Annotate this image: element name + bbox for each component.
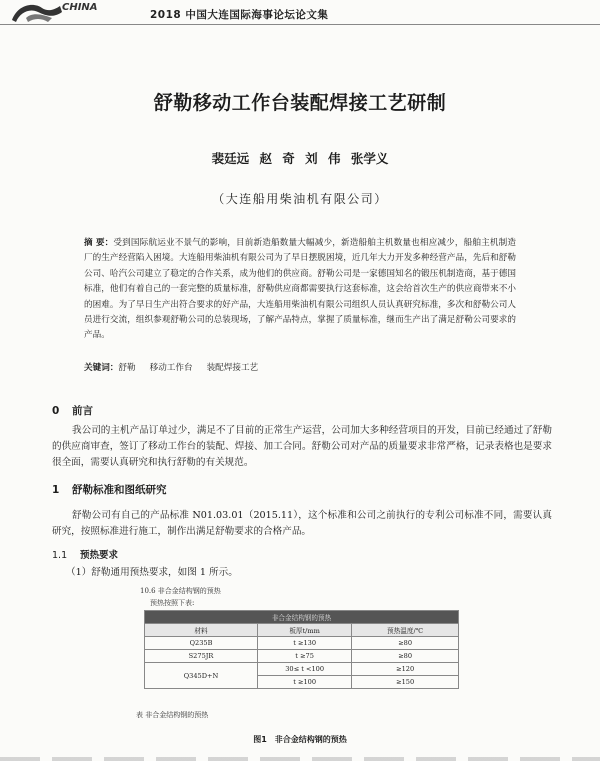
- section-heading-1-1: [52, 547, 118, 561]
- figure-note: 表 非合金结构钢的预热: [136, 711, 209, 719]
- keywords: [84, 361, 516, 373]
- table-cell: Q345D+N: [145, 663, 258, 689]
- table-cell: t ≥130: [258, 637, 352, 650]
- keyword: 装配焊接工艺: [206, 363, 259, 373]
- paper-title: 舒勒移动工作台装配焊接工艺研制: [153, 92, 447, 114]
- author: 张学义: [350, 151, 389, 166]
- section-number: 0: [52, 405, 60, 417]
- header-divider: [0, 24, 600, 25]
- section-heading-0: [52, 403, 93, 418]
- table-cell: Q235B: [145, 637, 258, 650]
- abstract-label: 摘 要：: [84, 238, 114, 248]
- table-cell: ≥80: [352, 637, 459, 650]
- author: 裴廷远: [211, 151, 250, 166]
- figure-caption-line: 预热按照下表:: [150, 599, 195, 607]
- section-text-1: 舒勒公司有自己的产品标准 N01.03.01（2015.11），这个标准和公司之前执行的专利公司标准不同，需要认真研究，按照标准进行施工，制作出满足舒勒要求的合格产品。: [52, 510, 552, 537]
- author: 赵 奇: [259, 151, 295, 166]
- table-row: [145, 650, 459, 663]
- keyword: 舒勒: [118, 363, 136, 373]
- logo-text: CHINA: [62, 2, 98, 13]
- column-header: 材料: [145, 624, 258, 637]
- section-title: 预热要求: [80, 550, 119, 561]
- table-row: [145, 637, 459, 650]
- author: 刘 伟: [305, 151, 341, 166]
- cut-off-text-line: [0, 757, 600, 761]
- table-cell: ≥80: [352, 650, 459, 663]
- section-title: 前言: [72, 405, 93, 417]
- table-cell: t ≥75: [258, 650, 352, 663]
- table-cell: ≥120: [352, 663, 459, 676]
- keywords-label: 关键词：: [84, 363, 119, 373]
- section-heading-1: [52, 482, 167, 497]
- section-text-0: 我公司的主机产品订单过少，满足不了目前的正常生产运营，公司加大多种经营项目的开发，目前已经通过了舒勒的供应商审查，签订了移动工作台的装配、焊接、加工合同。舒勒公司对产品的质量要求非常严格，记录表格也是要求很全面，需要认真研究和执行舒勒的有关规范。: [52, 425, 552, 468]
- section-number: 1.1: [52, 550, 68, 561]
- section-text-1-1: （1）舒勒通用预热要求，如图 1 所示。: [66, 567, 238, 578]
- preheat-table: [144, 610, 459, 689]
- section-number: 1: [52, 484, 60, 496]
- abstract: [84, 236, 516, 344]
- table-cell: S275JR: [145, 650, 258, 663]
- table-cell: ≥150: [352, 676, 459, 689]
- column-header: 预热温度/℃: [352, 624, 459, 637]
- figure-1: [134, 586, 464, 719]
- figure-title: 图1 非合金结构钢的预热: [253, 735, 347, 744]
- table-cell: t ≥100: [258, 676, 352, 689]
- table-row: [145, 663, 459, 676]
- table-banner: 非合金结构钢的预热: [145, 611, 459, 624]
- figure-caption-line: 10.6 非合金结构钢的预热: [140, 587, 221, 595]
- section-title: 舒勒标准和图纸研究: [72, 484, 167, 496]
- table-cell: 30≤ t <100: [258, 663, 352, 676]
- keyword: 移动工作台: [149, 363, 193, 373]
- table-header-row: [145, 624, 459, 637]
- column-header: 板厚t/mm: [258, 624, 352, 637]
- affiliation: （大连船用柴油机有限公司）: [212, 192, 388, 206]
- abstract-text: 受到国际航运业不景气的影响，目前新造船数量大幅减少，新造船舶主机数量也相应减少，船舶主机制造厂的生产经营陷入困境。大连船用柴油机有限公司为了早日摆脱困境，近几年大力开发多种经营产品，先后和舒勒公司、哈汽公司建立了稳定的合作关系，成为他们的供应商。舒勒公司是一家德国知名的锻压机制造商，基于德国标准，他们有着自己的一套完整的质量标准，舒勒供应商都需要执行这套标准，这会给首次生产的供应商带来不小的困难。为了早日生产出符合要求的好产品，大连船用柴油机有限公司组织人员认真研究标准，多次和舒勒公司人员进行交流，组织参观舒勒公司的总装现场，了解产品特点，掌握了质量标准，继而生产出了满足舒勒公司要求的产品。: [84, 238, 516, 341]
- table-banner-row: [145, 611, 459, 624]
- running-head: 2018 中国大连国际海事论坛论文集: [150, 9, 329, 21]
- author-list: [0, 149, 600, 167]
- page-header: [0, 0, 600, 26]
